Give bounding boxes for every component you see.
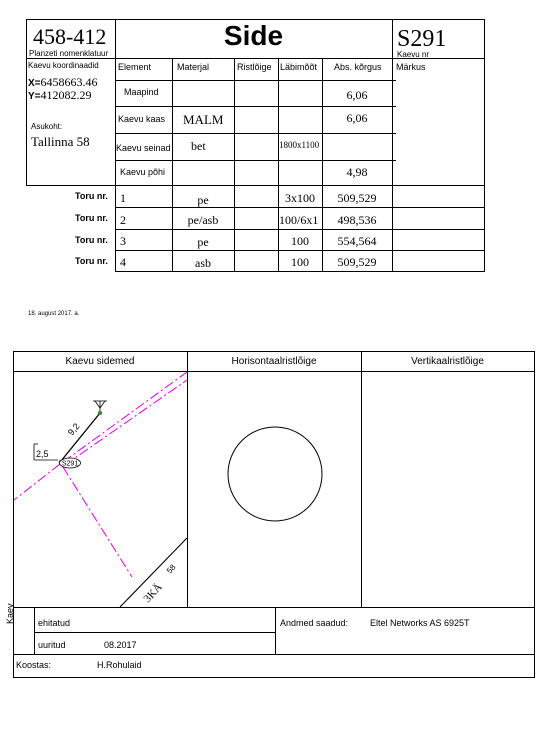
street-label: 3KÄ [141, 581, 165, 606]
col-element: Element [118, 62, 152, 72]
y-coordinate: Y=412082.29 [28, 88, 92, 102]
pipe-label: Toru nr. [75, 256, 108, 266]
pipe-abs-height: 509,529 [337, 255, 377, 269]
location-label: Asukoht: [31, 122, 63, 131]
pipe-material: pe [197, 235, 209, 249]
pipe-abs-height: 509,529 [337, 191, 377, 205]
well-number-label: Kaevu nr [397, 50, 430, 59]
pipe-material: pe/asb [187, 213, 219, 227]
well-circle [228, 427, 322, 521]
connections-sketch [14, 372, 187, 607]
row-element: Kaevu seinad [116, 143, 171, 153]
row-element: Maapind [124, 87, 159, 97]
pipe-abs-height: 498,536 [337, 213, 377, 227]
nomenclature-label: Planzeti nomenklatuur [29, 49, 109, 58]
pipe-line [14, 464, 60, 500]
well-tag: S291 [61, 460, 79, 468]
data-source-value: Eltel Networks AS 6925T [370, 618, 470, 628]
row-abs-height: 6,06 [346, 111, 368, 125]
col-cross-section: Ristlõige [237, 62, 272, 72]
row-diameter: 1800x1100 [279, 140, 320, 150]
distance-label: 9,2 [65, 421, 82, 438]
pipe-diameter: 100 [291, 255, 309, 269]
pipe-diameter: 3x100 [285, 191, 315, 205]
pipe-line [65, 380, 187, 465]
row-abs-height: 6,06 [346, 88, 368, 102]
row-material: MALM [183, 112, 224, 127]
pipe-number: 3 [120, 234, 126, 248]
col-remarks: Märkus [396, 62, 426, 72]
pipe-label: Toru nr. [75, 213, 108, 223]
pipe-line [63, 372, 187, 462]
dimension-label: 2,5 [36, 449, 49, 459]
measured-date: 08.2017 [104, 640, 137, 650]
street-number: 58 [164, 562, 178, 576]
panel-title-horizontal: Horisontaalristlõige [231, 356, 317, 367]
pipe-number: 1 [120, 191, 126, 205]
pipe-abs-height: 554,564 [337, 234, 377, 248]
col-diameter: Läbimõõt [280, 62, 318, 72]
pipe-number: 4 [120, 255, 126, 269]
x-coordinate: X=6458663.46 [28, 75, 98, 89]
nomenclature-code: 458-412 [33, 24, 107, 49]
pipe-material: pe [197, 193, 209, 207]
document-date: 18. august 2017. a. [28, 311, 80, 317]
pole-icon [93, 401, 107, 415]
pipe-label: Toru nr. [75, 235, 108, 245]
pipe-line [63, 467, 132, 577]
row-abs-height: 4,98 [346, 165, 368, 179]
row-material: bet [191, 139, 206, 153]
vertical-section-sketch [362, 372, 534, 607]
horizontal-section-sketch [188, 372, 361, 607]
author-label: Koostas: [16, 660, 52, 670]
row-element: Kaevu põhi [120, 167, 166, 177]
col-abs-height: Abs. kõrgus [334, 62, 382, 72]
pipe-diameter: 100 [291, 234, 309, 248]
pipe-number: 2 [120, 213, 126, 227]
pipe-material: asb [195, 256, 211, 270]
author-value: H.Rohulaid [97, 660, 142, 670]
location-value: Tallinna 58 [31, 134, 90, 149]
panel-title-connections: Kaevu sidemed [65, 356, 135, 367]
pipe-diameter: 100/6x1 [279, 213, 319, 227]
panel-title-vertical: Vertikaalristlõige [411, 356, 484, 367]
col-material: Materjal [177, 62, 210, 72]
measured-label: uuritud [38, 640, 66, 650]
pipe-label: Toru nr. [75, 191, 108, 201]
data-source-label: Andmed saadud: [280, 618, 349, 628]
row-element: Kaevu kaas [118, 114, 166, 124]
built-label: ehitatud [38, 618, 71, 628]
coords-label: Kaevu koordinaadid [28, 61, 99, 70]
well-number: S291 [397, 26, 447, 52]
well-side-label: Kaev [5, 603, 15, 624]
page-title: Side [223, 20, 284, 51]
